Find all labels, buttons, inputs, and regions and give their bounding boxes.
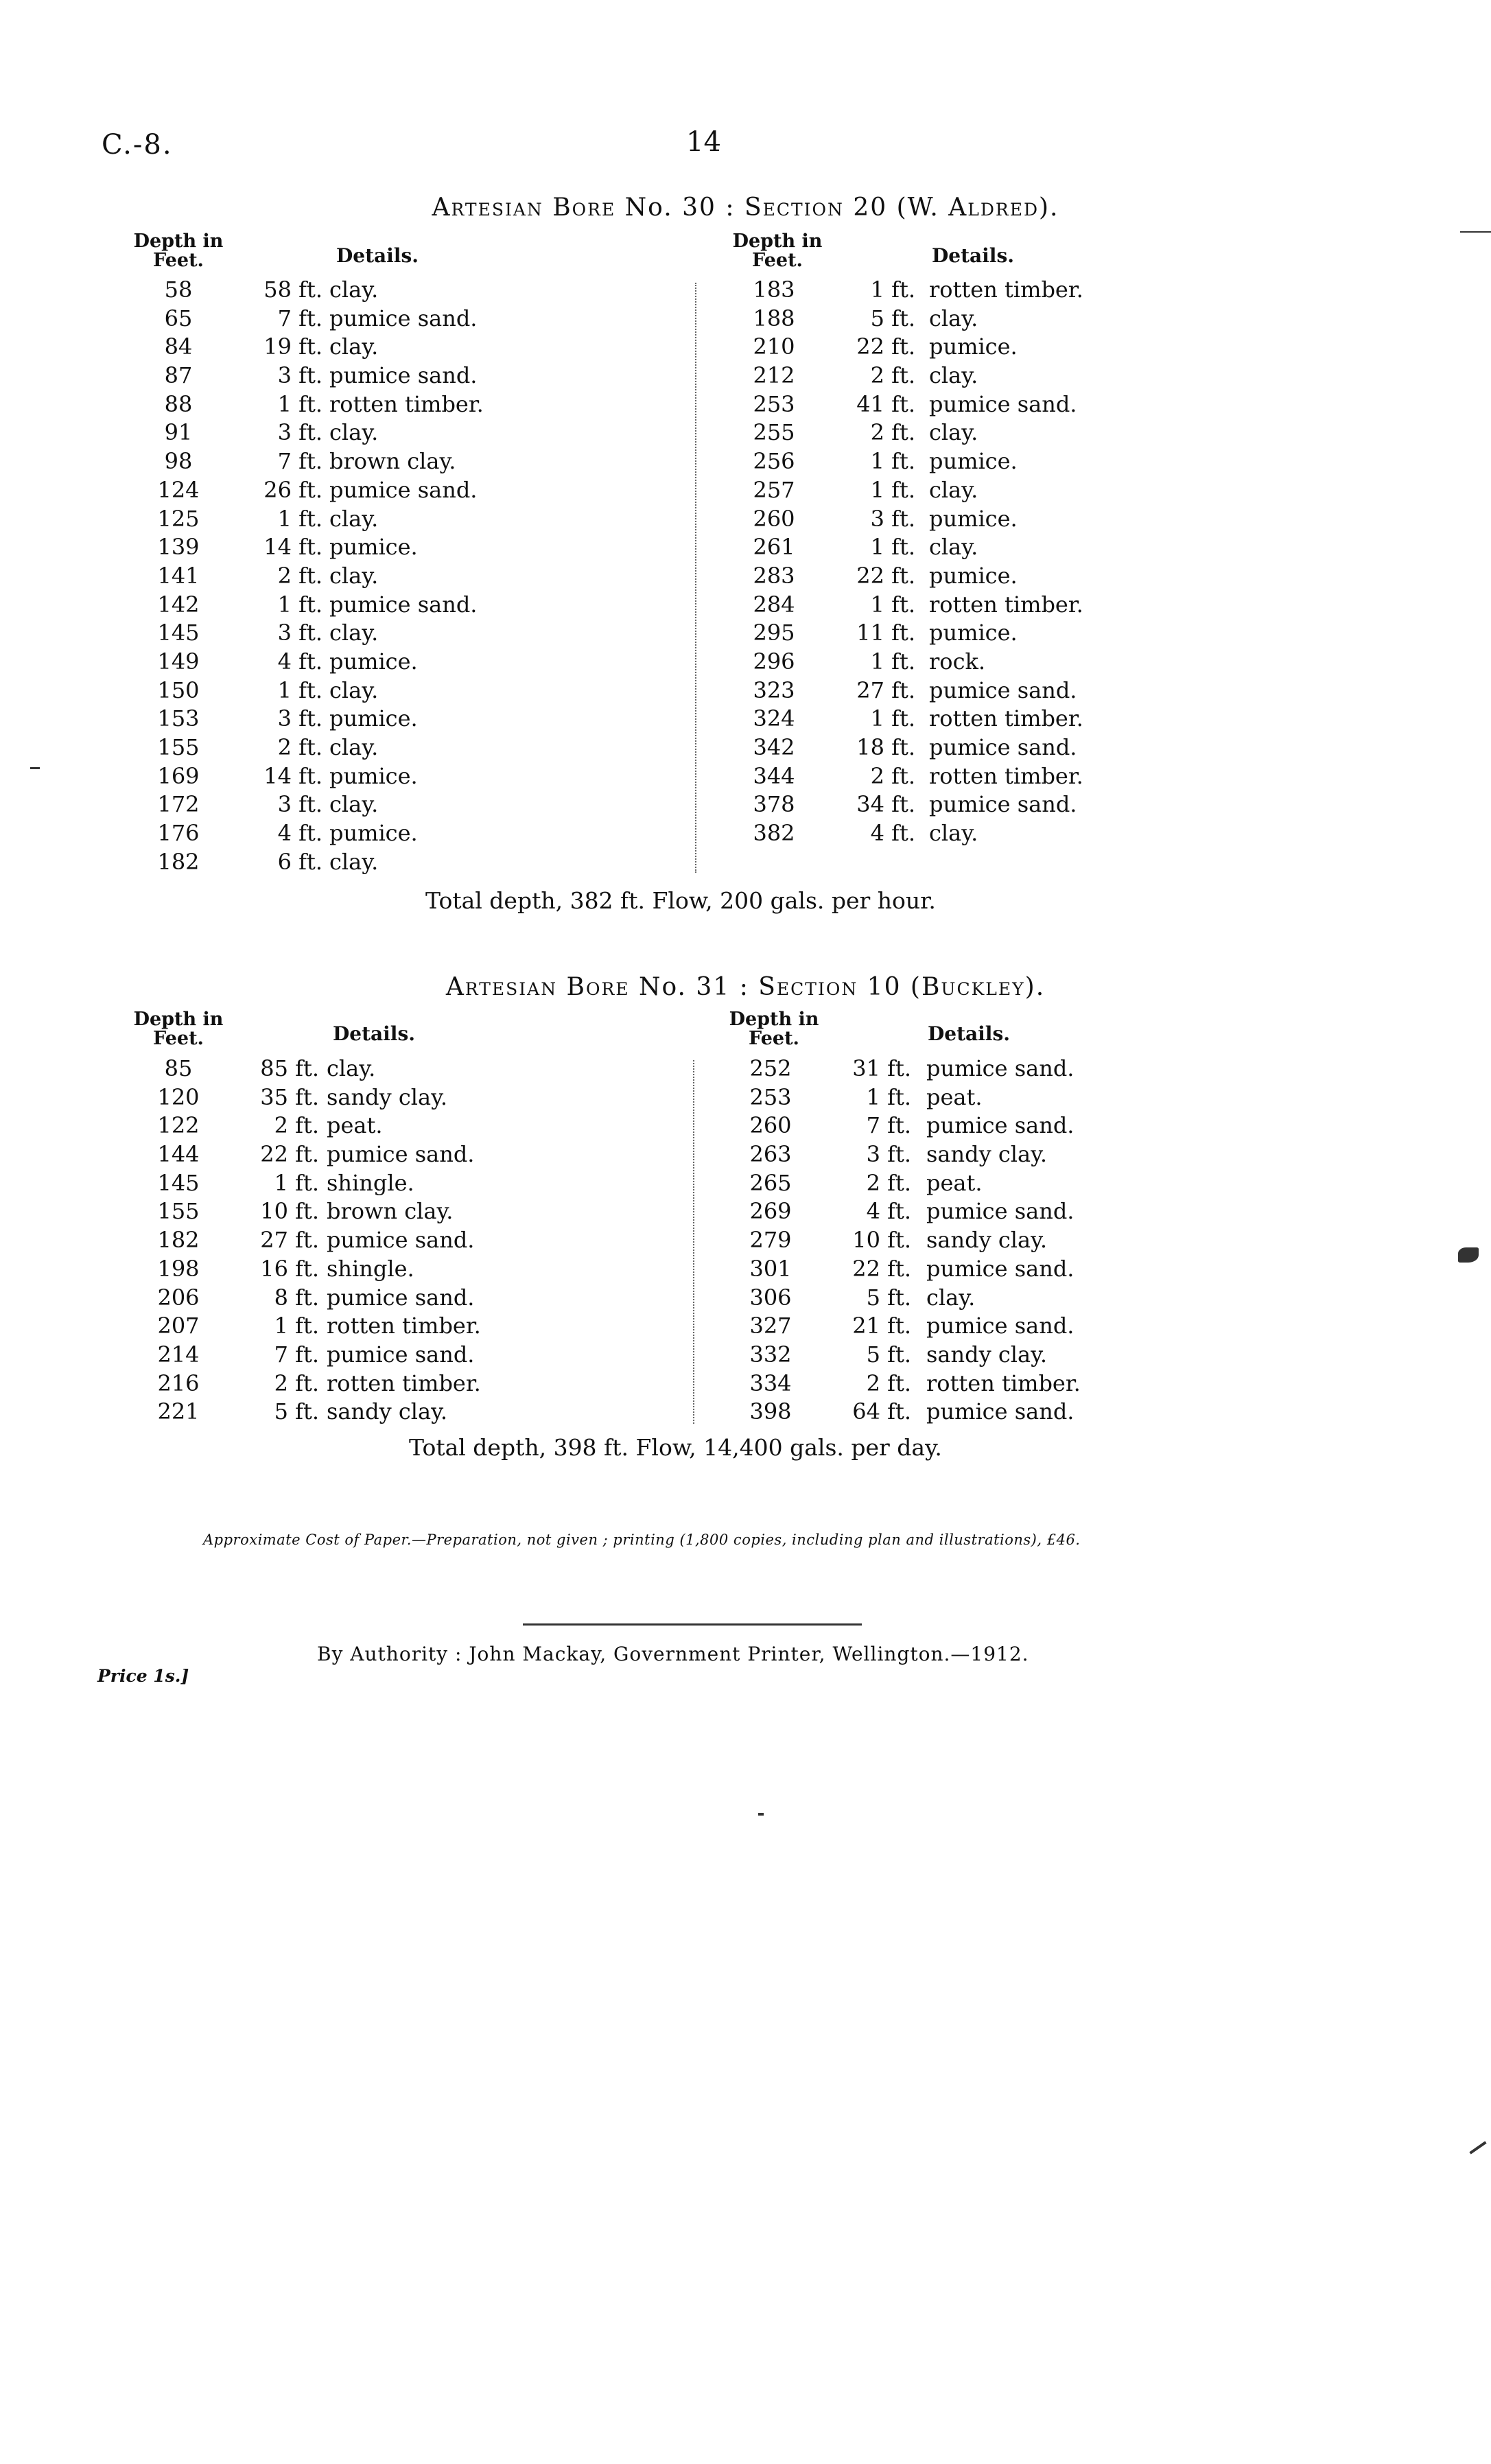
detail-cell: shingle. [327, 1255, 414, 1282]
table-row [0, 848, 714, 877]
thickness-cell: 2 ft. [870, 762, 915, 789]
table-row [0, 447, 1491, 476]
report-code: C.-8. [102, 129, 173, 161]
thickness-cell: 4 ft. [866, 1198, 911, 1225]
detail-cell: rotten timber. [327, 1370, 481, 1396]
depth-cell: 265 [749, 1169, 792, 1196]
detail-cell: pumice. [329, 648, 418, 674]
thickness-cell: 22 ft. [856, 562, 915, 589]
thickness-cell: 10 ft. [260, 1198, 319, 1225]
detail-cell: shingle. [327, 1169, 414, 1196]
detail-cell: rotten timber. [929, 277, 1083, 303]
detail-cell: brown clay. [329, 448, 456, 475]
depth-cell: 144 [157, 1141, 200, 1168]
detail-cell: clay. [929, 362, 978, 389]
detail-cell: sandy clay. [926, 1227, 1048, 1254]
thickness-cell: 10 ft. [852, 1227, 911, 1254]
detail-cell: pumice sand. [329, 476, 478, 503]
thickness-cell: 3 ft. [277, 791, 322, 818]
depth-cell: 295 [753, 620, 795, 646]
table-row [0, 1226, 1491, 1255]
depth-cell: 253 [753, 390, 795, 417]
thickness-cell: 2 ft. [866, 1370, 911, 1396]
depth-cell: 210 [753, 333, 795, 360]
depth-cell: 260 [749, 1112, 792, 1139]
thickness-cell: 27 ft. [260, 1227, 319, 1254]
thickness-cell: 26 ft. [263, 476, 322, 503]
detail-cell: pumice. [329, 534, 418, 561]
depth-cell: 182 [157, 1227, 200, 1254]
depth-cell: 141 [157, 562, 200, 589]
bore31-left-details-header: Details. [333, 1022, 415, 1045]
table-row [0, 1112, 1491, 1140]
depth-cell: 98 [164, 448, 193, 475]
depth-cell: 216 [157, 1370, 200, 1396]
thickness-cell: 4 ft. [277, 648, 322, 674]
detail-cell: clay. [929, 534, 978, 561]
scan-mark [1458, 1247, 1479, 1263]
thickness-cell: 1 ft. [866, 1083, 911, 1110]
table-row [0, 305, 1491, 333]
thickness-cell: 31 ft. [852, 1055, 911, 1081]
thickness-cell: 7 ft. [277, 448, 322, 475]
thickness-cell: 1 ft. [870, 277, 915, 303]
depth-cell: 150 [157, 677, 200, 703]
thickness-cell: 11 ft. [856, 620, 915, 646]
thickness-cell: 16 ft. [260, 1255, 319, 1282]
price-note: Price 1s.] [97, 1666, 189, 1686]
detail-cell: pumice sand. [929, 390, 1077, 417]
table-row [0, 476, 1491, 505]
thickness-cell: 2 ft. [870, 419, 915, 446]
table-row [0, 562, 1491, 591]
thickness-cell: 3 ft. [870, 505, 915, 532]
thickness-cell: 2 ft. [866, 1169, 911, 1196]
detail-cell: pumice sand. [926, 1313, 1075, 1339]
detail-cell: pumice sand. [327, 1341, 475, 1368]
depth-cell: 212 [753, 362, 795, 389]
detail-cell: peat. [926, 1083, 983, 1110]
depth-cell: 182 [157, 848, 200, 875]
detail-cell: pumice sand. [926, 1398, 1075, 1425]
table-row [0, 591, 1491, 620]
depth-cell: 125 [157, 505, 200, 532]
depth-cell: 263 [749, 1141, 792, 1168]
thickness-cell: 18 ft. [856, 734, 915, 760]
detail-cell: pumice sand. [929, 791, 1077, 818]
detail-cell: rotten timber. [926, 1370, 1081, 1396]
detail-cell: peat. [926, 1169, 983, 1196]
depth-cell: 269 [749, 1198, 792, 1225]
depth-cell: 256 [753, 448, 795, 475]
depth-cell: 84 [164, 333, 193, 360]
thickness-cell: 6 ft. [277, 848, 322, 875]
thickness-cell: 1 ft. [277, 505, 322, 532]
detail-cell: clay. [329, 734, 379, 760]
detail-cell: clay. [329, 620, 379, 646]
table-row [0, 1055, 1491, 1083]
detail-cell: clay. [329, 562, 379, 589]
bore30-right-depth-header: Depth in Feet. [732, 231, 823, 271]
detail-cell: pumice. [929, 562, 1018, 589]
table-row [0, 1341, 1491, 1370]
detail-cell: pumice sand. [327, 1227, 475, 1254]
depth-cell: 153 [157, 705, 200, 732]
table-row [0, 1312, 1491, 1341]
detail-cell: clay. [329, 505, 379, 532]
detail-cell: pumice sand. [929, 677, 1077, 703]
detail-cell: pumice sand. [329, 362, 478, 389]
table-row [0, 1083, 1491, 1112]
thickness-cell: 3 ft. [277, 705, 322, 732]
thickness-cell: 22 ft. [856, 333, 915, 360]
detail-cell: clay. [329, 677, 379, 703]
depth-cell: 327 [749, 1313, 792, 1339]
detail-cell: rotten timber. [929, 591, 1083, 618]
depth-cell: 172 [157, 791, 200, 818]
detail-cell: rotten timber. [327, 1313, 481, 1339]
depth-cell: 142 [157, 591, 200, 618]
thickness-cell: 5 ft. [866, 1284, 911, 1311]
bore31-right-details-header: Details. [928, 1022, 1010, 1045]
bore30-total: Total depth, 382 ft. Flow, 200 gals. per hour. [425, 887, 936, 914]
depth-cell: 332 [749, 1341, 792, 1368]
thickness-cell: 35 ft. [260, 1083, 319, 1110]
thickness-cell: 1 ft. [870, 448, 915, 475]
depth-cell: 145 [157, 1169, 200, 1196]
depth-cell: 58 [164, 277, 193, 303]
thickness-cell: 1 ft. [870, 648, 915, 674]
depth-cell: 323 [753, 677, 795, 703]
thickness-cell: 22 ft. [852, 1255, 911, 1282]
depth-cell: 334 [749, 1370, 792, 1396]
scan-mark [758, 1813, 764, 1816]
depth-cell: 284 [753, 591, 795, 618]
depth-cell: 122 [157, 1112, 200, 1139]
depth-cell: 324 [753, 705, 795, 732]
depth-cell: 301 [749, 1255, 792, 1282]
depth-cell: 198 [157, 1255, 200, 1282]
scan-mark [1469, 2141, 1486, 2154]
thickness-cell: 64 ft. [852, 1398, 911, 1425]
table-row [0, 505, 1491, 534]
thickness-cell: 1 ft. [870, 591, 915, 618]
depth-cell: 120 [157, 1083, 200, 1110]
depth-cell: 155 [157, 734, 200, 760]
detail-cell: clay. [329, 419, 379, 446]
depth-cell: 214 [157, 1341, 200, 1368]
depth-cell: 257 [753, 476, 795, 503]
table-row [0, 648, 1491, 677]
detail-cell: pumice. [929, 505, 1018, 532]
table-row [0, 819, 1491, 848]
detail-cell: clay. [329, 848, 379, 875]
detail-cell: rotten timber. [329, 390, 484, 417]
detail-cell: clay. [929, 419, 978, 446]
thickness-cell: 14 ft. [263, 762, 322, 789]
bore31-right-depth-header: Depth in Feet. [729, 1009, 819, 1049]
thickness-cell: 1 ft. [274, 1169, 319, 1196]
thickness-cell: 27 ft. [856, 677, 915, 703]
thickness-cell: 58 ft. [263, 277, 322, 303]
depth-cell: 149 [157, 648, 200, 674]
detail-cell: clay. [929, 305, 978, 331]
detail-cell: brown clay. [327, 1198, 454, 1225]
depth-cell: 87 [164, 362, 193, 389]
depth-cell: 253 [749, 1083, 792, 1110]
thickness-cell: 1 ft. [870, 534, 915, 561]
bore30-left-details-header: Details. [336, 244, 419, 267]
thickness-cell: 1 ft. [870, 476, 915, 503]
table-row [0, 333, 1491, 362]
table-row [0, 1370, 1491, 1398]
thickness-cell: 1 ft. [277, 591, 322, 618]
thickness-cell: 2 ft. [277, 562, 322, 589]
depth-cell: 183 [753, 277, 795, 303]
table-row [0, 1197, 1491, 1226]
table-row [0, 533, 1491, 562]
depth-cell: 176 [157, 820, 200, 847]
thickness-cell: 14 ft. [263, 534, 322, 561]
thickness-cell: 1 ft. [277, 390, 322, 417]
depth-cell: 306 [749, 1284, 792, 1311]
detail-cell: pumice. [929, 333, 1018, 360]
thickness-cell: 2 ft. [274, 1370, 319, 1396]
table-row [0, 1140, 1491, 1169]
detail-cell: pumice sand. [329, 591, 478, 618]
bore30-right-table [0, 276, 1491, 848]
depth-cell: 169 [157, 762, 200, 789]
detail-cell: clay. [926, 1284, 976, 1311]
thickness-cell: 34 ft. [856, 791, 915, 818]
thickness-cell: 4 ft. [870, 820, 915, 847]
depth-cell: 279 [749, 1227, 792, 1254]
detail-cell: clay. [329, 333, 379, 360]
depth-cell: 206 [157, 1284, 200, 1311]
table-row [0, 276, 1491, 305]
table-row [0, 677, 1491, 705]
thickness-cell: 4 ft. [277, 820, 322, 847]
thickness-cell: 85 ft. [260, 1055, 319, 1081]
thickness-cell: 41 ft. [856, 390, 915, 417]
bore31-title: Artesian Bore No. 31 : Section 10 (Buckley). [445, 973, 1046, 1001]
bore31-total: Total depth, 398 ft. Flow, 14,400 gals. per day. [409, 1434, 942, 1461]
table-row [0, 419, 1491, 447]
depth-cell: 188 [753, 305, 795, 331]
depth-cell: 221 [157, 1398, 200, 1425]
detail-cell: pumice sand. [327, 1141, 475, 1168]
detail-cell: rotten timber. [929, 705, 1083, 732]
depth-cell: 296 [753, 648, 795, 674]
detail-cell: pumice sand. [929, 734, 1077, 760]
bore31-column-divider [693, 1060, 694, 1424]
depth-cell: 255 [753, 419, 795, 446]
detail-cell: clay. [929, 820, 978, 847]
depth-cell: 398 [749, 1398, 792, 1425]
thickness-cell: 1 ft. [274, 1313, 319, 1339]
table-row [0, 762, 1491, 791]
detail-cell: sandy clay. [327, 1083, 448, 1110]
page-number: 14 [686, 126, 721, 158]
detail-cell: clay. [929, 476, 978, 503]
bore30-right-details-header: Details. [932, 244, 1014, 267]
depth-cell: 124 [157, 476, 200, 503]
thickness-cell: 7 ft. [277, 305, 322, 331]
depth-cell: 65 [164, 305, 193, 331]
depth-cell: 85 [164, 1055, 193, 1081]
depth-cell: 378 [753, 791, 795, 818]
detail-cell: pumice sand. [926, 1255, 1075, 1282]
detail-cell: pumice sand. [926, 1112, 1075, 1139]
thickness-cell: 5 ft. [274, 1398, 319, 1425]
depth-cell: 342 [753, 734, 795, 760]
thickness-cell: 1 ft. [870, 705, 915, 732]
thickness-cell: 2 ft. [274, 1112, 319, 1139]
depth-cell: 88 [164, 390, 193, 417]
detail-cell: sandy clay. [926, 1141, 1048, 1168]
thickness-cell: 19 ft. [263, 333, 322, 360]
thickness-cell: 7 ft. [866, 1112, 911, 1139]
detail-cell: rock. [929, 648, 986, 674]
bore30-left-depth-header: Depth in Feet. [133, 231, 224, 271]
detail-cell: sandy clay. [327, 1398, 448, 1425]
detail-cell: pumice sand. [329, 305, 478, 331]
detail-cell: clay. [329, 791, 379, 818]
detail-cell: pumice. [329, 705, 418, 732]
table-row [0, 362, 1491, 390]
detail-cell: pumice sand. [926, 1198, 1075, 1225]
thickness-cell: 3 ft. [866, 1141, 911, 1168]
detail-cell: pumice. [329, 820, 418, 847]
detail-cell: sandy clay. [926, 1341, 1048, 1368]
detail-cell: pumice sand. [327, 1284, 475, 1311]
thickness-cell: 3 ft. [277, 620, 322, 646]
detail-cell: pumice sand. [926, 1055, 1075, 1081]
table-row [0, 1284, 1491, 1313]
table-row [0, 390, 1491, 419]
thickness-cell: 2 ft. [277, 734, 322, 760]
detail-cell: pumice. [329, 762, 418, 789]
depth-cell: 260 [753, 505, 795, 532]
bore30-title: Artesian Bore No. 30 : Section 20 (W. Aldred). [432, 193, 1059, 222]
thickness-cell: 5 ft. [870, 305, 915, 331]
scan-mark [30, 767, 40, 769]
depth-cell: 145 [157, 620, 200, 646]
detail-cell: pumice. [929, 448, 1018, 475]
depth-cell: 382 [753, 820, 795, 847]
table-row [0, 619, 1491, 648]
thickness-cell: 2 ft. [870, 362, 915, 389]
footer-rule [523, 1623, 862, 1626]
table-row [0, 734, 1491, 762]
thickness-cell: 3 ft. [277, 362, 322, 389]
bore31-left-depth-header: Depth in Feet. [133, 1009, 224, 1049]
table-row [0, 1398, 1491, 1427]
detail-cell: clay. [329, 277, 379, 303]
thickness-cell: 1 ft. [277, 677, 322, 703]
thickness-cell: 3 ft. [277, 419, 322, 446]
table-row [0, 705, 1491, 734]
detail-cell: rotten timber. [929, 762, 1083, 789]
depth-cell: 261 [753, 534, 795, 561]
depth-cell: 344 [753, 762, 795, 789]
detail-cell: clay. [327, 1055, 376, 1081]
table-row [0, 1169, 1491, 1198]
cost-of-paper-note: Approximate Cost of Paper.—Preparation, not given ; printing (1,800 copies, including plan and illustrations), £46. [203, 1532, 1081, 1548]
detail-cell: pumice. [929, 620, 1018, 646]
thickness-cell: 5 ft. [866, 1341, 911, 1368]
thickness-cell: 7 ft. [274, 1341, 319, 1368]
depth-cell: 155 [157, 1198, 200, 1225]
bore31-right-table [0, 1055, 1491, 1427]
table-row [0, 1255, 1491, 1284]
depth-cell: 91 [164, 419, 193, 446]
depth-cell: 252 [749, 1055, 792, 1081]
bore30-column-divider [695, 283, 696, 873]
thickness-cell: 22 ft. [260, 1141, 319, 1168]
table-row [0, 790, 1491, 819]
depth-cell: 139 [157, 534, 200, 561]
detail-cell: peat. [327, 1112, 383, 1139]
scan-mark [1460, 231, 1491, 233]
thickness-cell: 21 ft. [852, 1313, 911, 1339]
thickness-cell: 8 ft. [274, 1284, 319, 1311]
depth-cell: 207 [157, 1313, 200, 1339]
printer-authority: By Authority : John Mackay, Government Printer, Wellington.—1912. [317, 1643, 1029, 1665]
depth-cell: 283 [753, 562, 795, 589]
